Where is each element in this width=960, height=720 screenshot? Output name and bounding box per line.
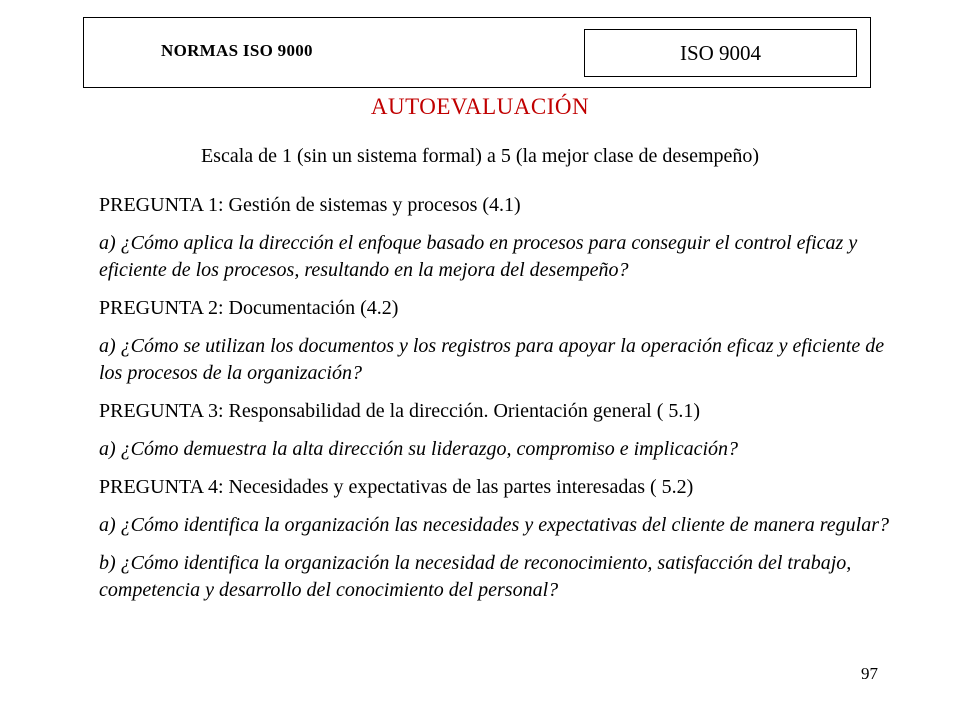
header-box [83,17,871,88]
question-2-item-a: a) ¿Cómo se utilizan los documentos y los registros para apoyar la operación eficaz y eficiente de los procesos de la organización? [99,335,885,384]
header-iso-box [584,29,857,77]
header-standard-label: NORMAS ISO 9000 [161,41,313,60]
question-4-item-b: b) ¿Cómo identifica la organización la necesidad de reconocimiento, satisfacción del trabajo, competencia y desarrollo del conocimiento del personal? [99,552,852,601]
scale-description: Escala de 1 (sin un sistema formal) a 5 (la mejor clase de desempeño) [200,145,760,167]
questions-body [99,192,899,615]
question-1-heading: PREGUNTA 1: Gestión de sistemas y procesos (4.1) [99,194,521,216]
header-iso-label: ISO 9004 [679,40,762,65]
question-4-heading: PREGUNTA 4: Necesidades y expectativas de las partes interesadas ( 5.2) [99,476,694,498]
slide-title: AUTOEVALUACIÓN [370,94,590,119]
question-4-item-a: a) ¿Cómo identifica la organización las necesidades y expectativas del cliente de manera regular? [99,514,890,536]
question-1-item-a: a) ¿Cómo aplica la dirección el enfoque basado en procesos para conseguir el control eficaz y eficiente de los procesos, resultando en la mejora del desempeño? [99,232,858,281]
question-3-item-a: a) ¿Cómo demuestra la alta dirección su liderazgo, compromiso e implicación? [99,438,739,460]
question-3-heading: PREGUNTA 3: Responsabilidad de la dirección. Orientación general ( 5.1) [99,400,701,422]
question-2-heading: PREGUNTA 2: Documentación (4.2) [99,297,399,319]
page-number: 97 [861,664,878,683]
